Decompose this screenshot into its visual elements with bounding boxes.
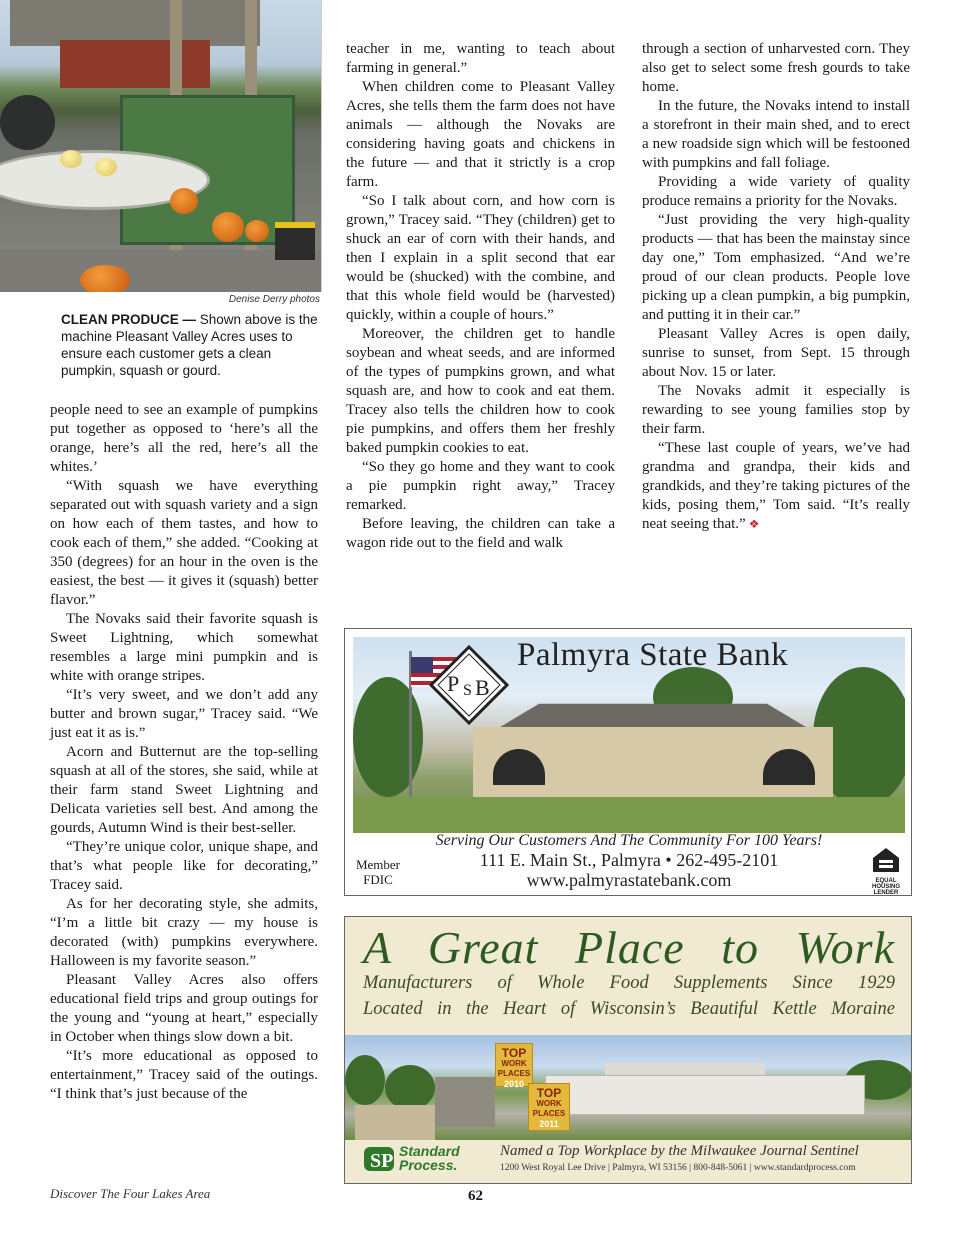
psb-logo <box>429 645 509 725</box>
article-paragraph: “Just providing the very high-quality products — that has been the mainstay since day one,” Tom emphasized. “And we’re proud of our clean products. People love picking up a clean pumpkin, a big pumpkin, and putting it in their car.” <box>642 212 910 323</box>
standard-process-logo <box>363 1143 485 1177</box>
bucket <box>275 222 315 260</box>
article-paragraph: “With squash we have everything separated out with squash variety and a sign on how each of them tastes, and how to cook each of them,” she added. “Cooking at 350 (degrees) for an hour in the oven is the easiest, the best — it gives it (squash) better flavor.” <box>50 478 318 608</box>
article-paragraph: “It’s very sweet, and we don’t add any butter and brown sugar,” Tracey said. “We just eat it as is.” <box>50 687 318 741</box>
ehl-line1: EQUAL HOUSING <box>871 878 900 890</box>
article-paragraph: through a section of unharvested corn. They also get to select some fresh gourds to take home. <box>642 41 910 95</box>
fdic-line: FDIC <box>363 872 393 887</box>
article-paragraph: The Novaks said their favorite squash is Sweet Lightning, which somewhat resembles a large mini pumpkin and is white with orange stripes. <box>50 611 318 684</box>
pumpkin <box>80 265 130 292</box>
house-icon <box>872 847 900 873</box>
bank-tagline: Serving Our Customers And The Community For 100 Years! <box>435 832 823 849</box>
ad-headline: A Great Place to Work <box>363 922 895 973</box>
badge-work: WORK <box>501 1059 527 1068</box>
red-barn <box>60 40 210 88</box>
badge-top: TOP <box>536 1086 562 1100</box>
facility-aerial-photo <box>345 1035 912 1140</box>
photo-credit: Denise Derry photos <box>228 294 320 305</box>
equal-housing-lender-logo <box>865 847 907 896</box>
facility-entrance <box>435 1077 495 1127</box>
article-paragraph: In the future, the Novaks intend to install a storefront in their main shed, and to erect a new roadside sign which will be festooned with pumpkins and fall foliage. <box>642 98 910 171</box>
squash <box>60 150 82 168</box>
top-workplace-note: Named a Top Workplace by the Milwaukee Journal Sentinel <box>500 1143 859 1159</box>
tree <box>353 677 423 797</box>
badge-work: WORK <box>536 1099 562 1108</box>
top-workplaces-2011-badge <box>528 1083 570 1131</box>
article-paragraph: “It’s more educational as opposed to entertainment,” Tracey said of the outings. “I think that’s just because of the <box>50 1048 318 1102</box>
facility-building <box>545 1075 865 1115</box>
squash <box>95 158 117 176</box>
article-paragraph: teacher in me, wanting to teach about farming in general.” <box>346 41 615 76</box>
article-paragraph: “They’re unique color, unique shape, and that’s what people like for decorating,” Tracey said. <box>50 839 318 893</box>
photo-caption <box>61 311 321 379</box>
caption-heading: CLEAN PRODUCE — <box>61 312 197 327</box>
article-paragraph: people need to see an example of pumpkins put together as opposed to ‘here’s all the orange, here’s all the red, here’s all the whites.’ <box>50 402 318 475</box>
logo-letter-p: P <box>447 671 460 696</box>
standard-process-mark-icon <box>363 1143 395 1175</box>
lawn <box>353 797 905 833</box>
floor <box>0 250 322 292</box>
bank-name: Palmyra State Bank <box>517 637 789 673</box>
bank-address: 111 E. Main St., Palmyra • 262-495-2101 <box>479 850 779 870</box>
badge-places: PLACES <box>497 1069 531 1078</box>
article-paragraph: Pleasant Valley Acres also offers educational field trips and group outings for the young and “young at heart,” especially in October when things slow down a bit. <box>50 972 318 1045</box>
page-number: 62 <box>468 1188 483 1204</box>
pumpkin <box>245 220 269 242</box>
ad-subhead-2: Located in the Heart of Wisconsin’s Beautiful Kettle Moraine <box>363 999 895 1019</box>
ehl-line2: LENDER <box>873 890 899 896</box>
article-paragraph: Before leaving, the children can take a wagon ride out to the field and walk <box>346 516 615 551</box>
logo-line-1: Standard <box>399 1143 460 1159</box>
article-paragraph: Providing a wide variety of quality produce remains a priority for the Novaks. <box>642 174 910 209</box>
svg-text:SP: SP <box>370 1150 394 1172</box>
bank-url[interactable]: www.palmyrastatebank.com <box>526 870 732 890</box>
tree <box>385 1065 435 1110</box>
article-paragraph: Acorn and Butternut are the top-selling squash at all of the stores, she said, while at their farm stand Sweet Lightning and Delicata varieties sell best. And among the gourds, Autumn Wind is their best-seller. <box>50 744 318 836</box>
pumpkin <box>170 188 198 214</box>
standard-process-ad[interactable] <box>344 916 912 1184</box>
article-paragraph: “These last couple of years, we’ve had grandma and grandpa, their kids and grandkids, and they’re taking pictures of the kids, posing them,” Tom said. “It’s really neat seeing that.” ❖ <box>642 440 910 532</box>
article-paragraph: As for her decorating style, she admits, “I’m a little bit crazy — my house is decorated (with) pumpkins everywhere. Halloween is my favorite season.” <box>50 896 318 969</box>
badge-year: 2011 <box>539 1119 559 1129</box>
article-paragraph: Moreover, the children get to handle soybean and wheat seeds, and are informed of the types of pumpkins grown, and what squash are, and how to cook and eat them. Tracey also tells the children how to cook pie pumpkins, and offers them her freshly baked pumpkin cookies to eat. <box>346 326 615 456</box>
logo-letter-b: B <box>475 675 490 700</box>
badge-places: PLACES <box>532 1109 566 1118</box>
tree <box>345 1055 385 1105</box>
pumpkin <box>212 212 244 242</box>
top-workplaces-2010-badge <box>495 1043 533 1087</box>
logo-line-2: Process. <box>399 1157 458 1173</box>
ad-subhead-1: Manufacturers of Whole Food Supplements Since 1929 <box>363 973 895 993</box>
article-paragraph: When children come to Pleasant Valley Acres, she tells them the farm does not have animals — although the Novaks are considering having goats and chickens in the future — and that it strictly is a crop farm. <box>346 79 615 190</box>
article-paragraph: “So I talk about corn, and how corn is grown,” Tracey said. “They (children) get to shuck an ear of corn with their hands, and then I explain in a split second that ear would be (shucked) with the combine, and that this whole field would be (harvested) quickly, within a couple of hours.” <box>346 193 615 323</box>
end-of-story-mark: ❖ <box>745 517 760 531</box>
article-paragraph: “So they go home and they want to cook a pie pumpkin right away,” Tracey remarked. <box>346 459 615 513</box>
tractor-wheel <box>0 95 55 150</box>
article-column-2 <box>346 40 615 553</box>
badge-year: 2010 <box>503 1079 525 1089</box>
article-paragraph: The Novaks admit it especially is rewarding to see young families stop by their farm. <box>642 383 910 437</box>
caption-text: Shown above is the machine Pleasant Valley Acres uses to ensure each customer gets a clean pumpkin, squash or gourd. <box>61 312 318 378</box>
logo-text <box>399 1144 460 1172</box>
member-fdic <box>353 857 403 887</box>
publication-title: Discover The Four Lakes Area <box>50 1186 211 1201</box>
article-column-1 <box>50 401 318 1104</box>
farm-photo <box>0 0 322 292</box>
entrance-sign <box>355 1105 435 1140</box>
article-column-3 <box>642 40 910 534</box>
member-line: Member <box>355 857 401 872</box>
badge-top: TOP <box>501 1046 527 1060</box>
palmyra-state-bank-ad[interactable] <box>344 628 912 896</box>
company-address: 1200 West Royal Lee Drive | Palmyra, WI 53156 | 800-848-5061 | www.standardprocess.com <box>500 1163 856 1173</box>
logo-letter-s: S <box>463 682 472 699</box>
article-paragraph: Pleasant Valley Acres is open daily, sunrise to sunset, from Sept. 15 through about Nov. 15 or later. <box>642 326 910 380</box>
